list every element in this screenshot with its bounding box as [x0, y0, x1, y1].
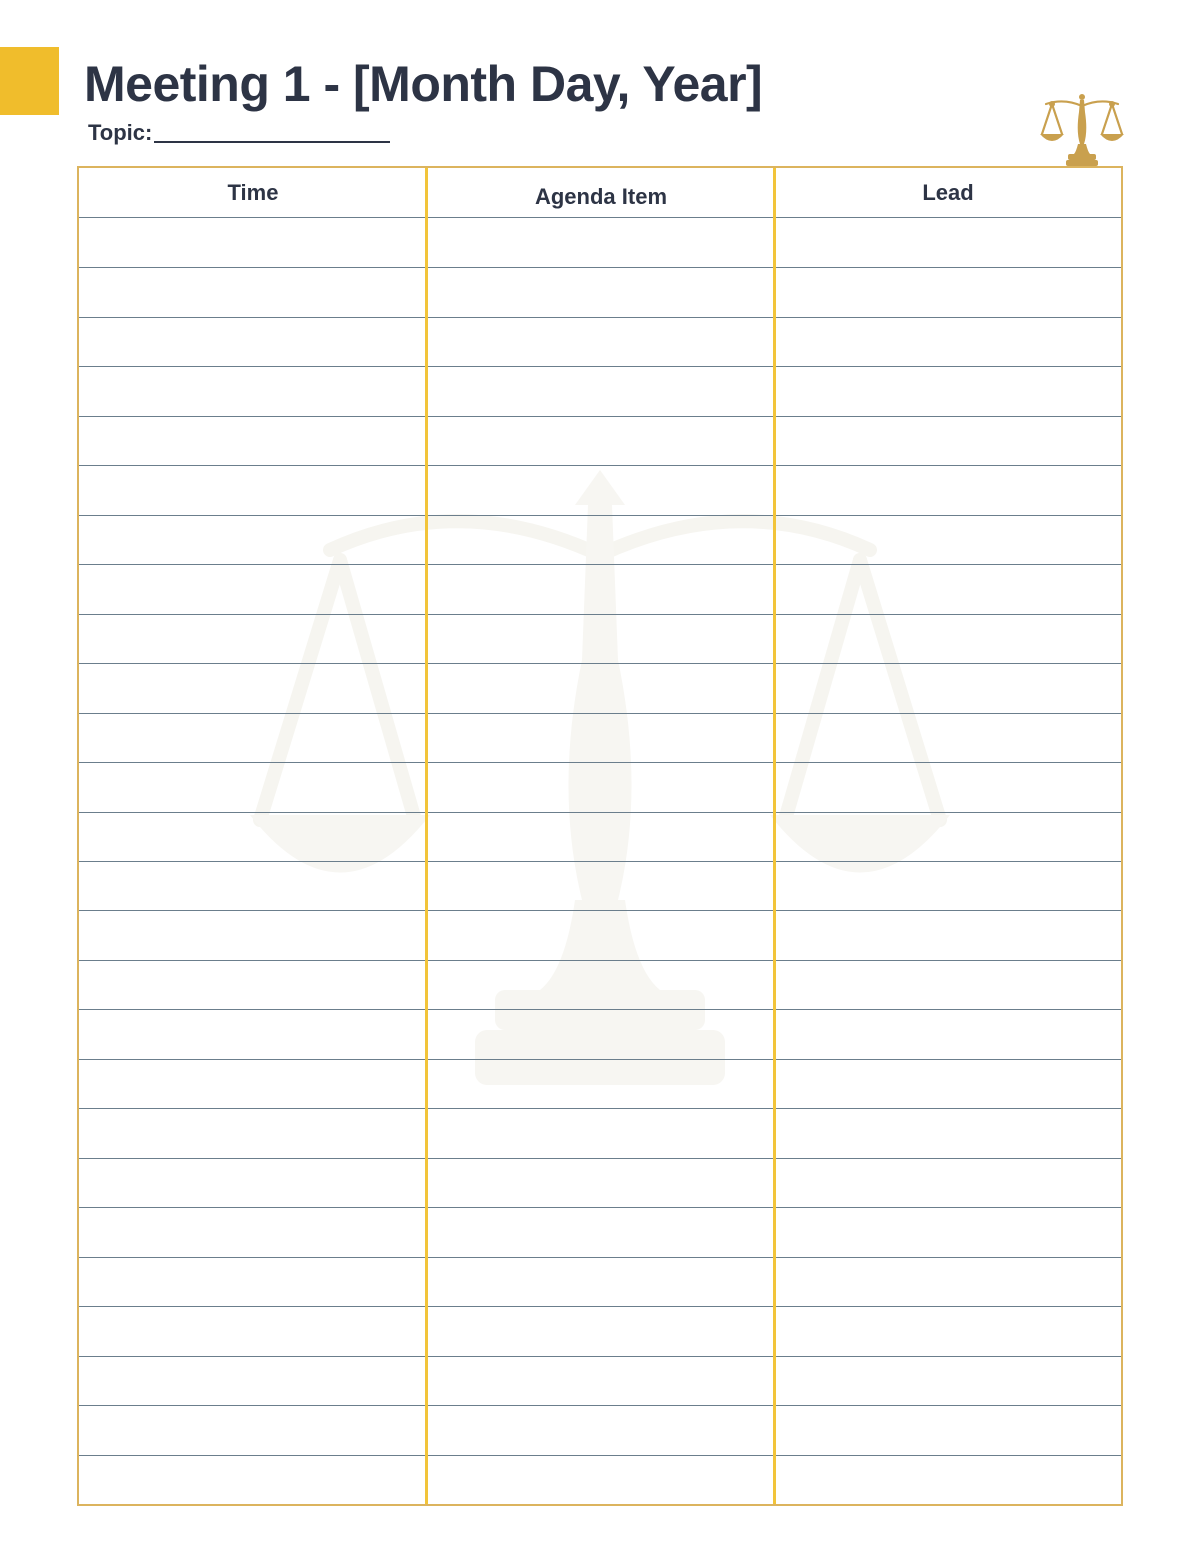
table-row[interactable]	[79, 663, 1121, 712]
table-row[interactable]	[79, 960, 1121, 1009]
table-row[interactable]	[79, 465, 1121, 514]
table-row[interactable]	[79, 861, 1121, 910]
table-row[interactable]	[79, 910, 1121, 959]
column-header-lead: Lead	[922, 179, 974, 205]
table-row[interactable]	[79, 1009, 1121, 1058]
table-row[interactable]	[79, 1207, 1121, 1256]
topic-label: Topic:	[88, 120, 153, 145]
table-row[interactable]	[79, 564, 1121, 613]
table-row[interactable]	[79, 218, 1121, 267]
agenda-table	[77, 166, 1123, 1506]
table-row[interactable]	[79, 1455, 1121, 1504]
table-row[interactable]	[79, 1158, 1121, 1207]
column-header-agenda-item: Agenda Item	[534, 183, 668, 209]
scales-of-justice-icon	[1038, 92, 1126, 168]
table-row[interactable]	[79, 713, 1121, 762]
topic-underline[interactable]	[154, 141, 390, 143]
table-row[interactable]	[79, 812, 1121, 861]
table-row[interactable]	[79, 317, 1121, 366]
table-row[interactable]	[79, 1405, 1121, 1454]
table-row[interactable]	[79, 1108, 1121, 1157]
table-row[interactable]	[79, 366, 1121, 415]
table-row[interactable]	[79, 1306, 1121, 1355]
table-row[interactable]	[79, 1257, 1121, 1306]
table-row[interactable]	[79, 1059, 1121, 1108]
column-divider	[425, 168, 428, 1504]
page-title: Meeting 1 - [Month Day, Year]	[84, 56, 763, 112]
accent-block	[0, 47, 59, 115]
table-row[interactable]	[79, 515, 1121, 564]
table-row[interactable]	[79, 614, 1121, 663]
table-row[interactable]	[79, 267, 1121, 316]
column-divider	[773, 168, 776, 1504]
table-row[interactable]	[79, 416, 1121, 465]
column-header-time: Time	[227, 179, 279, 205]
topic-field	[88, 118, 390, 146]
table-row[interactable]	[79, 762, 1121, 811]
table-header-row	[79, 168, 1121, 218]
table-row[interactable]	[79, 1356, 1121, 1405]
